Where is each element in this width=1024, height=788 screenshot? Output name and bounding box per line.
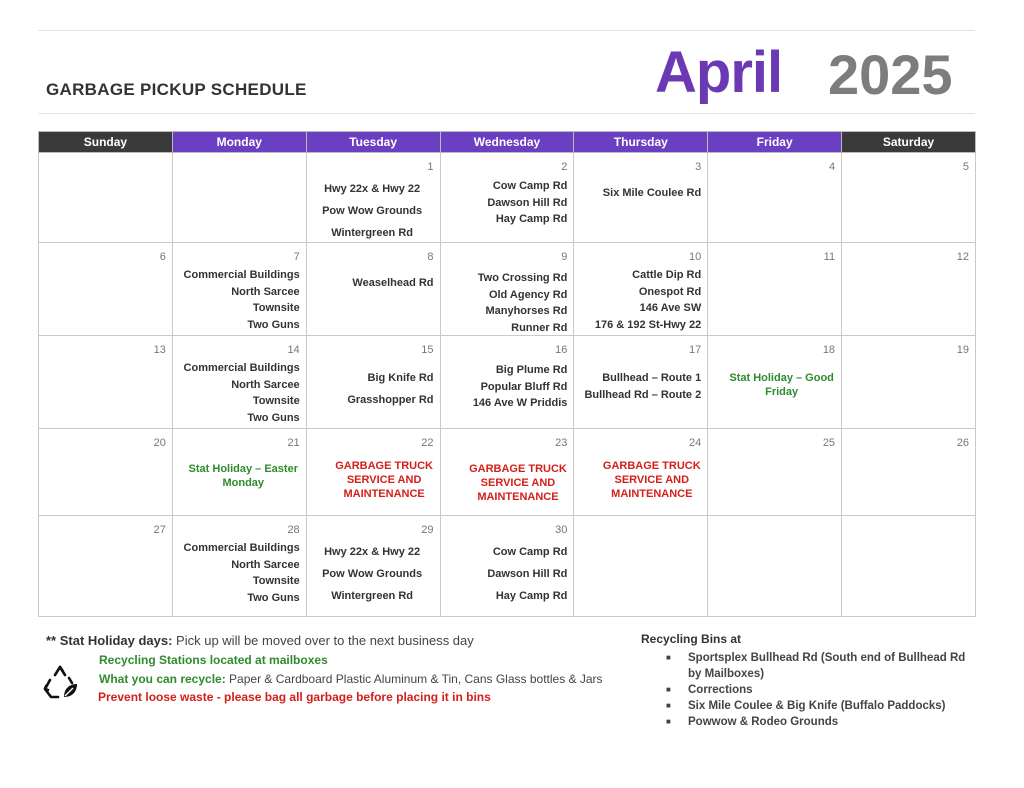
pickup-item: Cow Camp Rd [492, 180, 568, 192]
pickup-list [311, 178, 434, 244]
day-cell-23 [440, 429, 574, 516]
title-divider [38, 113, 975, 114]
pickup-item: Wintergreen Rd [331, 227, 413, 239]
pickup-item: Cattle Dip Rd [632, 269, 702, 281]
day-cell-29 [306, 516, 440, 617]
day-number: 30 [555, 524, 568, 536]
day-number: 2 [561, 161, 568, 173]
pickup-item: Townsite [252, 302, 300, 314]
day-number: 24 [688, 437, 702, 449]
list-item [666, 650, 971, 682]
pickup-item: Hwy 22x & Hwy 22 [324, 183, 421, 195]
pickup-item: Dawson Hill Rd [487, 568, 568, 580]
pickup-item: North Sarcee [231, 378, 300, 391]
day-cell-27 [39, 516, 173, 617]
day-number: 5 [962, 161, 969, 173]
day-number: 17 [688, 344, 702, 356]
pickup-list [311, 541, 434, 607]
day-number: 10 [688, 251, 702, 263]
week-row-3 [39, 336, 976, 429]
stat-holiday-note [46, 633, 474, 648]
holiday-text: Stat Holiday – Good Friday [729, 372, 834, 398]
pickup-item: Six Mile Coulee Rd [602, 187, 702, 199]
pickup-item: Townsite [252, 575, 300, 587]
pickup-item: Hay Camp Rd [495, 213, 568, 225]
weekday-monday: Monday [172, 132, 306, 153]
schedule-title: GARBAGE PICKUP SCHEDULE [46, 80, 307, 99]
pickup-item: Commercial Buildings [183, 269, 300, 281]
week-row-4 [39, 429, 976, 516]
day-cell-13 [39, 336, 173, 429]
holiday-text: Stat Holiday – Easter Monday [188, 463, 298, 489]
day-cell-16 [440, 336, 574, 429]
stat-holiday-text: Pick up will be moved over to the next business day [172, 633, 474, 648]
pickup-item: Commercial Buildings [183, 362, 300, 374]
day-number: 28 [287, 524, 300, 536]
day-number: 4 [828, 161, 836, 173]
month-title: April [655, 40, 783, 105]
pickup-item: Old Agency Rd [488, 288, 568, 301]
day-cell-14 [172, 336, 306, 429]
recyclables-items: Paper & Cardboard Plastic Aluminum & Tin, Cans Glass bottles & Jars [225, 672, 603, 686]
day-cell-empty [842, 516, 976, 617]
pickup-item: Wintergreen Rd [331, 590, 413, 602]
day-cell-empty [39, 153, 173, 243]
day-number: 26 [956, 437, 969, 449]
pickup-item: Bullhead Rd – Route 2 [584, 388, 702, 401]
holiday-note [722, 371, 841, 399]
pickup-list [578, 185, 701, 202]
day-cell-19 [842, 336, 976, 429]
day-number: 11 [823, 251, 836, 263]
pickup-item: Bullhead – Route 1 [602, 372, 702, 384]
day-number: 8 [427, 251, 434, 263]
loose-waste-warning: Prevent loose waste - please bag all garbage before placing it in bins [98, 690, 491, 704]
weekday-sunday: Sunday [39, 132, 173, 153]
day-number: 9 [561, 251, 568, 263]
day-cell-1 [306, 153, 440, 243]
pickup-item: Two Guns [247, 411, 300, 424]
day-number: 18 [822, 344, 836, 356]
day-cell-empty [172, 153, 306, 243]
recyclables-label: What you can recycle: [99, 672, 226, 686]
pickup-item: Pow Wow Grounds [322, 205, 423, 217]
day-cell-9 [440, 243, 574, 336]
pickup-item: North Sarcee [231, 285, 300, 298]
pickup-item: Townsite [252, 395, 300, 407]
pickup-item: Two Guns [247, 318, 300, 331]
day-number: 15 [421, 344, 434, 356]
pickup-list [177, 360, 300, 426]
pickup-list [445, 270, 568, 336]
bin-location: Sportsplex Bullhead Rd (South end of Bullhead Rd by Mailboxes) [688, 652, 966, 680]
pickup-list [311, 367, 434, 411]
bin-location: Six Mile Coulee & Big Knife (Buffalo Paddocks) [688, 700, 946, 712]
pickup-list [177, 540, 300, 606]
day-number: 7 [293, 251, 300, 263]
day-number: 14 [287, 344, 300, 356]
day-number: 3 [695, 161, 702, 173]
pickup-item: Weaselhead Rd [352, 277, 434, 289]
day-cell-20 [39, 429, 173, 516]
bullet-icon: ■ [666, 717, 671, 726]
pickup-item: Manyhorses Rd [485, 305, 568, 317]
day-cell-7 [172, 243, 306, 336]
day-cell-25 [708, 429, 842, 516]
day-number: 13 [153, 344, 166, 356]
day-cell-26 [842, 429, 976, 516]
recycling-stations-note: Recycling Stations located at mailboxes [99, 653, 328, 667]
pickup-item: Two Crossing Rd [477, 272, 568, 284]
week-row-5 [39, 516, 976, 617]
day-number: 22 [421, 437, 434, 449]
recycling-bins-list [666, 650, 971, 730]
day-cell-24 [574, 429, 708, 516]
pickup-list [311, 275, 434, 292]
day-cell-15 [306, 336, 440, 429]
pickup-list [445, 362, 568, 412]
day-number: 12 [956, 251, 969, 263]
recyclables-note [99, 672, 603, 686]
day-cell-2 [440, 153, 574, 243]
pickup-item: Two Guns [247, 591, 300, 604]
pickup-item: Hay Camp Rd [495, 590, 568, 602]
pickup-item: Big Plume Rd [495, 364, 568, 376]
maintenance-text: GARBAGE TRUCK SERVICE AND MAINTENANCE [602, 460, 701, 500]
weekday-wednesday: Wednesday [440, 132, 574, 153]
bin-location: Corrections [688, 684, 753, 696]
stat-holiday-label: ** Stat Holiday days: [46, 633, 173, 648]
recycling-bins-title: Recycling Bins at [641, 632, 742, 646]
pickup-list [177, 267, 300, 333]
pickup-list [578, 370, 701, 403]
pickup-list [578, 267, 701, 333]
pickup-item: Popular Bluff Rd [480, 380, 568, 393]
week-row-1 [39, 153, 976, 243]
recycle-icon [42, 664, 78, 700]
pickup-item: 176 & 192 St-Hwy 22 [594, 318, 702, 331]
day-cell-10 [574, 243, 708, 336]
day-cell-6 [39, 243, 173, 336]
weekday-header-row [39, 132, 976, 153]
holiday-note [183, 462, 304, 490]
pickup-item: Cow Camp Rd [492, 546, 568, 558]
day-number: 21 [287, 437, 300, 449]
pickup-item: Grasshopper Rd [347, 394, 434, 406]
day-cell-18 [708, 336, 842, 429]
pickup-item: Dawson Hill Rd [487, 196, 568, 209]
list-item [666, 714, 971, 730]
day-number: 25 [822, 437, 836, 449]
day-cell-5 [842, 153, 976, 243]
day-number: 1 [427, 161, 434, 173]
day-number: 29 [421, 524, 434, 536]
weekday-friday: Friday [708, 132, 842, 153]
maintenance-note [329, 459, 440, 501]
pickup-item: North Sarcee [231, 558, 300, 571]
calendar-grid [38, 131, 976, 617]
day-number: 6 [159, 251, 166, 263]
bin-location: Powwow & Rodeo Grounds [688, 716, 839, 728]
day-number: 16 [555, 344, 568, 356]
year-title: 2025 [828, 43, 953, 106]
pickup-list [445, 541, 568, 607]
day-cell-empty [708, 516, 842, 617]
day-cell-4 [708, 153, 842, 243]
day-cell-22 [306, 429, 440, 516]
day-cell-12 [842, 243, 976, 336]
day-cell-21 [172, 429, 306, 516]
maintenance-note [596, 459, 707, 501]
bullet-icon: ■ [666, 685, 671, 694]
weekday-thursday: Thursday [574, 132, 708, 153]
pickup-item: 146 Ave SW [639, 302, 702, 314]
bullet-icon: ■ [666, 653, 671, 662]
weekday-tuesday: Tuesday [306, 132, 440, 153]
pickup-item: Onespot Rd [638, 285, 702, 298]
day-cell-empty [574, 516, 708, 617]
day-number: 23 [555, 437, 568, 449]
day-cell-17 [574, 336, 708, 429]
day-cell-11 [708, 243, 842, 336]
list-item [666, 682, 971, 698]
pickup-list [445, 178, 568, 228]
day-number: 20 [153, 437, 166, 449]
day-cell-8 [306, 243, 440, 336]
pickup-item: Pow Wow Grounds [322, 568, 423, 580]
pickup-item: Big Knife Rd [367, 372, 434, 384]
weekday-saturday: Saturday [842, 132, 976, 153]
day-number: 27 [153, 524, 166, 536]
pickup-item: 146 Ave W Priddis [472, 397, 568, 409]
day-cell-30 [440, 516, 574, 617]
pickup-item: Commercial Buildings [183, 542, 300, 554]
maintenance-text: GARBAGE TRUCK SERVICE AND MAINTENANCE [335, 460, 433, 500]
bullet-icon: ■ [666, 701, 671, 710]
maintenance-note [463, 462, 574, 504]
pickup-item: Hwy 22x & Hwy 22 [324, 546, 421, 558]
list-item [666, 698, 971, 714]
day-cell-28 [172, 516, 306, 617]
maintenance-text: GARBAGE TRUCK SERVICE AND MAINTENANCE [469, 463, 567, 503]
day-cell-3 [574, 153, 708, 243]
week-row-2 [39, 243, 976, 336]
top-divider [38, 30, 975, 31]
pickup-item: Runner Rd [511, 321, 568, 334]
day-number: 19 [956, 344, 969, 356]
